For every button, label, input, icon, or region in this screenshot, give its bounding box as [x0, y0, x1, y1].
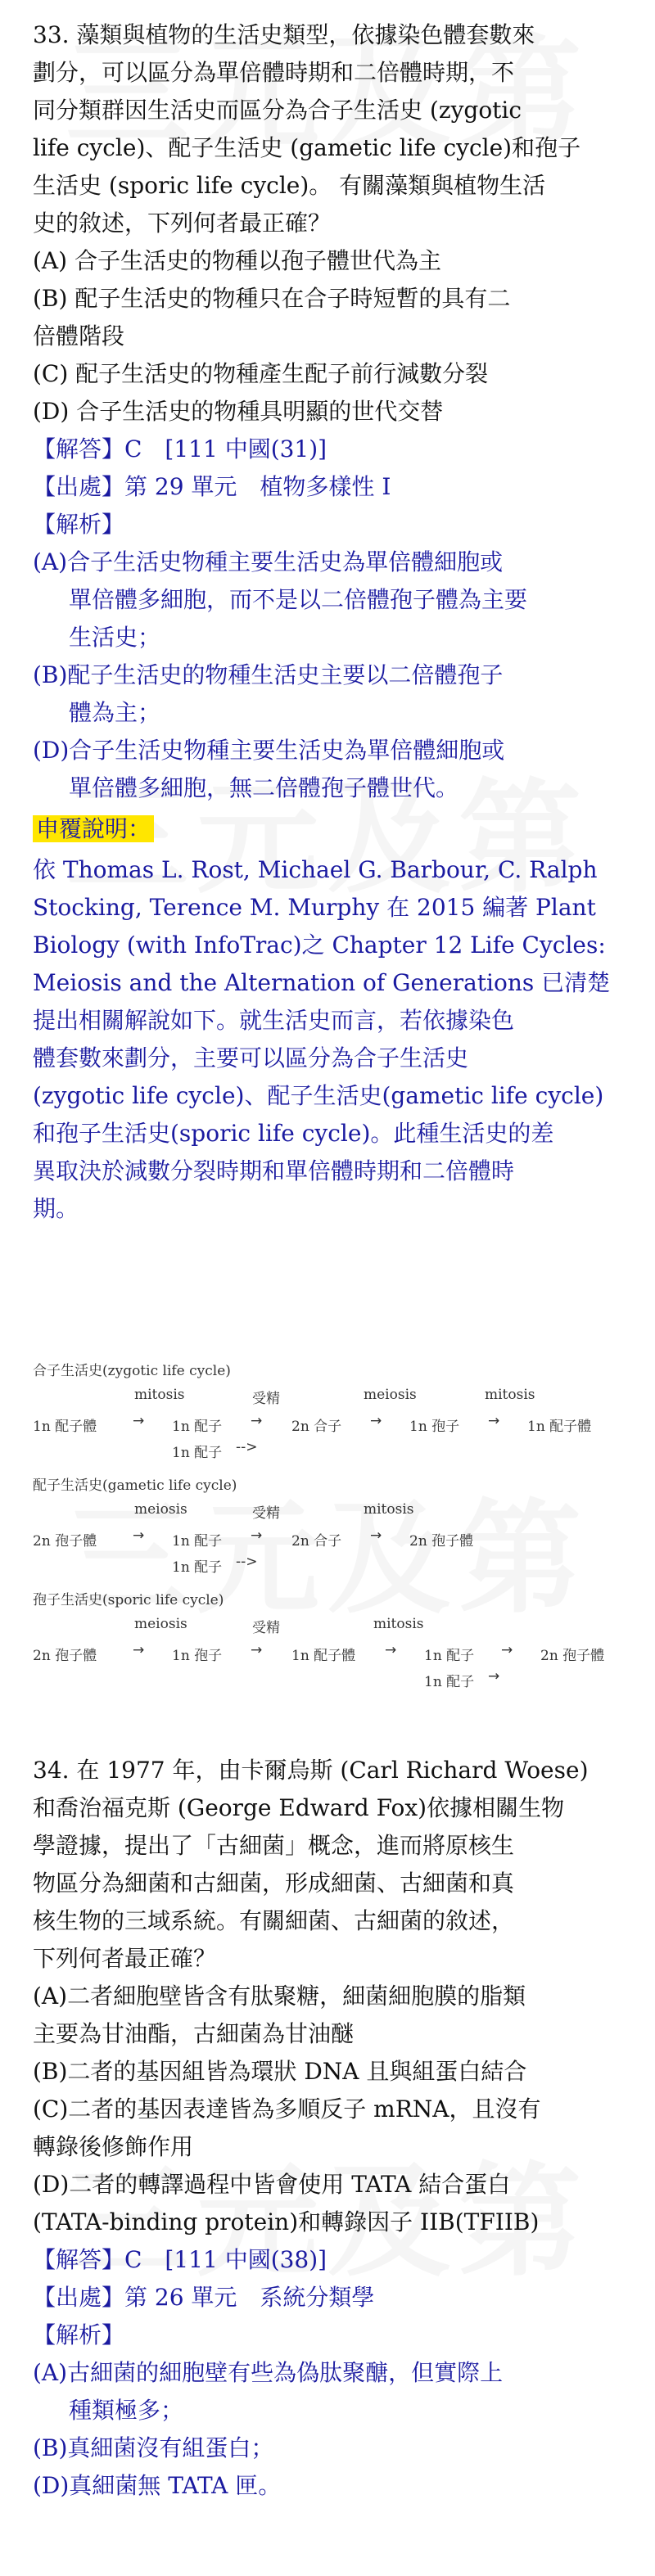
zygotic-gametophyte-2: 1n 配子體 [527, 1419, 592, 1435]
stem-line: 下列何者最正確？ [33, 1945, 217, 1972]
analysis-line: (A)古細菌的細胞壁有些為偽肽聚醣，但實際上 [33, 2359, 504, 2386]
stem-line: 33. 藻類與植物的生活史類型，依據染色體套數來 [33, 21, 535, 48]
arrow-icon: → [501, 1642, 513, 1658]
stem-line: 劃分，可以區分為單倍體時期和二倍體時期，不 [33, 59, 515, 86]
question-34 [33, 1752, 630, 2505]
appeal-line: 異取決於減數分裂時期和單倍體時期和二倍體時 [33, 1157, 515, 1184]
appeal-text [33, 851, 630, 1228]
stem-line: 生活史 (sporic life cycle)。 有關藻類與植物生活 [33, 172, 546, 199]
stem-line: 物區分為細菌和古細菌，形成細菌、古細菌和真 [33, 1870, 515, 1897]
stem-line: 史的敘述，下列何者最正確？ [33, 210, 332, 237]
option-c: (C) 配子生活史的物種產生配子前行減數分裂 [33, 360, 489, 387]
options [33, 242, 630, 431]
appeal-line: 和孢子生活史(sporic life cycle)。此種生活史的差 [33, 1120, 554, 1147]
sporic-label-meiosis: meiosis [134, 1616, 187, 1632]
question-stem [33, 16, 630, 242]
sporic-gametophyte: 1n 配子體 [291, 1648, 356, 1664]
gametic-label-fertilization: 受精 [252, 1505, 280, 1522]
zygotic-gamete: 1n 配子 [172, 1419, 223, 1435]
dashed-arrow-icon: --> [236, 1554, 258, 1570]
option-d-cont: (TATA-binding protein)和轉錄因子 IIB(TFIIB) [33, 2208, 540, 2235]
appeal-line: (zygotic life cycle)、配子生活史(gametic life cycle) [33, 1082, 604, 1109]
analysis-line: (A)合子生活史物種主要生活史為單倍體細胞或 [33, 548, 504, 575]
analysis-line: 單倍體多細胞，無二倍體孢子體世代。 [69, 774, 459, 801]
option-b-cont: 倍體階段 [33, 323, 125, 350]
option-d: (D) 合子生活史的物種具明顯的世代交替 [33, 398, 444, 425]
analysis-line: 體為主； [69, 699, 161, 726]
stem-line: 34. 在 1977 年，由卡爾烏斯 (Carl Richard Woese) [33, 1757, 589, 1784]
arrow-icon: → [133, 1527, 145, 1544]
zygotic-title: 合子生活史(zygotic life cycle) [33, 1363, 231, 1379]
arrow-icon: → [251, 1527, 263, 1544]
zygotic-gametophyte: 1n 配子體 [33, 1419, 97, 1435]
arrow-icon: → [488, 1668, 500, 1685]
appeal-label: 申覆說明： [33, 815, 154, 842]
stem-line: 學證據，提出了「古細菌」概念，進而將原核生 [33, 1832, 515, 1859]
arrow-icon: → [370, 1413, 382, 1429]
arrow-icon: → [370, 1527, 382, 1544]
zygotic-label-fertilization: 受精 [252, 1391, 280, 1407]
source: 【出處】第 29 單元 植物多樣性 I [33, 473, 391, 500]
gametic-gamete-2: 1n 配子 [172, 1559, 223, 1576]
zygotic-label-meiosis: meiosis [364, 1387, 417, 1403]
option-b: (B) 配子生活史的物種只在合子時短暫的具有二 [33, 285, 511, 312]
sporic-sporophyte: 2n 孢子體 [33, 1648, 97, 1664]
gametic-label-mitosis: mitosis [364, 1501, 414, 1518]
option-a-cont: 主要為甘油酯，古細菌為甘油醚 [33, 2020, 355, 2047]
analysis-line: (D)合子生活史物種主要生活史為單倍體細胞或 [33, 737, 505, 764]
source: 【出處】第 26 單元 系統分類學 [33, 2284, 375, 2311]
arrow-icon: → [251, 1642, 263, 1658]
zygotic-label-mitosis-2: mitosis [485, 1387, 535, 1403]
analysis-line: 種類極多； [69, 2397, 184, 2424]
analysis-line: (B)配子生活史的物種生活史主要以二倍體孢子 [33, 661, 504, 688]
appeal-line: Meiosis and the Alternation of Generations 已清楚 [33, 969, 611, 996]
sporic-gamete-2: 1n 配子 [424, 1674, 475, 1690]
stem-line: 和喬治福克斯 (George Edward Fox)依據相關生物 [33, 1794, 565, 1821]
stem-line: 同分類群因生活史而區分為合子生活史 (zygotic [33, 97, 522, 124]
stem-line: life cycle)、配子生活史 (gametic life cycle)和孢子 [33, 134, 581, 161]
zygotic-label-mitosis: mitosis [134, 1387, 185, 1403]
sporic-gamete: 1n 配子 [424, 1648, 475, 1664]
analysis-label: 【解析】 [33, 2321, 125, 2348]
gametic-title: 配子生活史(gametic life cycle) [33, 1477, 237, 1494]
appeal-header [33, 810, 630, 848]
gametic-sporophyte: 2n 孢子體 [33, 1533, 97, 1550]
analysis [33, 544, 630, 807]
analysis-line: (B)真細菌沒有組蛋白； [33, 2434, 274, 2461]
life-cycle-diagram [33, 1359, 639, 1719]
appeal-line: Biology (with InfoTrac)之 Chapter 12 Life Cycles: [33, 932, 606, 959]
question-stem [33, 1752, 630, 1978]
sporic-label-mitosis: mitosis [373, 1616, 424, 1632]
arrow-icon: → [251, 1413, 263, 1429]
answer: 【解答】C [111 中國(31)] [33, 435, 328, 462]
analysis-label: 【解析】 [33, 511, 125, 538]
option-c-cont: 轉錄後修飾作用 [33, 2133, 194, 2160]
sporic-sporophyte-2: 2n 孢子體 [540, 1648, 605, 1664]
question-33 [33, 16, 630, 1228]
option-d: (D)二者的轉譯過程中皆會使用 TATA 結合蛋白 [33, 2171, 511, 2198]
appeal-line: 依 Thomas L. Rost, Michael G. Barbour, C. Ralph [33, 856, 598, 883]
appeal-line: 提出相關解說如下。就生活史而言，若依據染色 [33, 1007, 515, 1034]
appeal-line: 期。 [33, 1195, 79, 1222]
zygotic-gamete-2: 1n 配子 [172, 1445, 223, 1461]
appeal-line: Stocking, Terence M. Murphy 在 2015 編著 Plant [33, 894, 596, 921]
options [33, 1978, 630, 2241]
zygotic-zygote: 2n 合子 [291, 1419, 342, 1435]
analysis [33, 2354, 630, 2505]
analysis-line: (D)真細菌無 TATA 匣。 [33, 2472, 282, 2499]
arrow-icon: → [488, 1413, 500, 1429]
sporic-title: 孢子生活史(sporic life cycle) [33, 1592, 224, 1608]
gametic-zygote: 2n 合子 [291, 1533, 342, 1550]
analysis-line: 生活史； [69, 624, 161, 651]
answer: 【解答】C [111 中國(38)] [33, 2246, 328, 2273]
gametic-gamete: 1n 配子 [172, 1533, 223, 1550]
analysis-line: 單倍體多細胞，而不是以二倍體孢子體為主要 [69, 586, 528, 613]
option-a: (A) 合子生活史的物種以孢子體世代為主 [33, 247, 441, 274]
option-c: (C)二者的基因表達皆為多順反子 mRNA，且沒有 [33, 2096, 541, 2123]
appeal-line: 體套數來劃分，主要可以區分為合子生活史 [33, 1044, 469, 1071]
option-b: (B)二者的基因組皆為環狀 DNA 且與組蛋白結合 [33, 2058, 527, 2085]
zygotic-spore: 1n 孢子 [409, 1419, 460, 1435]
stem-line: 核生物的三域系統。有關細菌、古細菌的敘述， [33, 1907, 515, 1934]
arrow-icon: → [133, 1413, 145, 1429]
sporic-label-fertilization: 受精 [252, 1620, 280, 1636]
arrow-icon: → [133, 1642, 145, 1658]
dashed-arrow-icon: --> [236, 1439, 258, 1455]
arrow-icon: → [385, 1642, 397, 1658]
gametic-sporophyte-2: 2n 孢子體 [409, 1533, 474, 1550]
option-a: (A)二者細胞壁皆含有肽聚糖，細菌細胞膜的脂類 [33, 1983, 526, 2010]
gametic-label-meiosis: meiosis [134, 1501, 187, 1518]
sporic-spore: 1n 孢子 [172, 1648, 223, 1664]
